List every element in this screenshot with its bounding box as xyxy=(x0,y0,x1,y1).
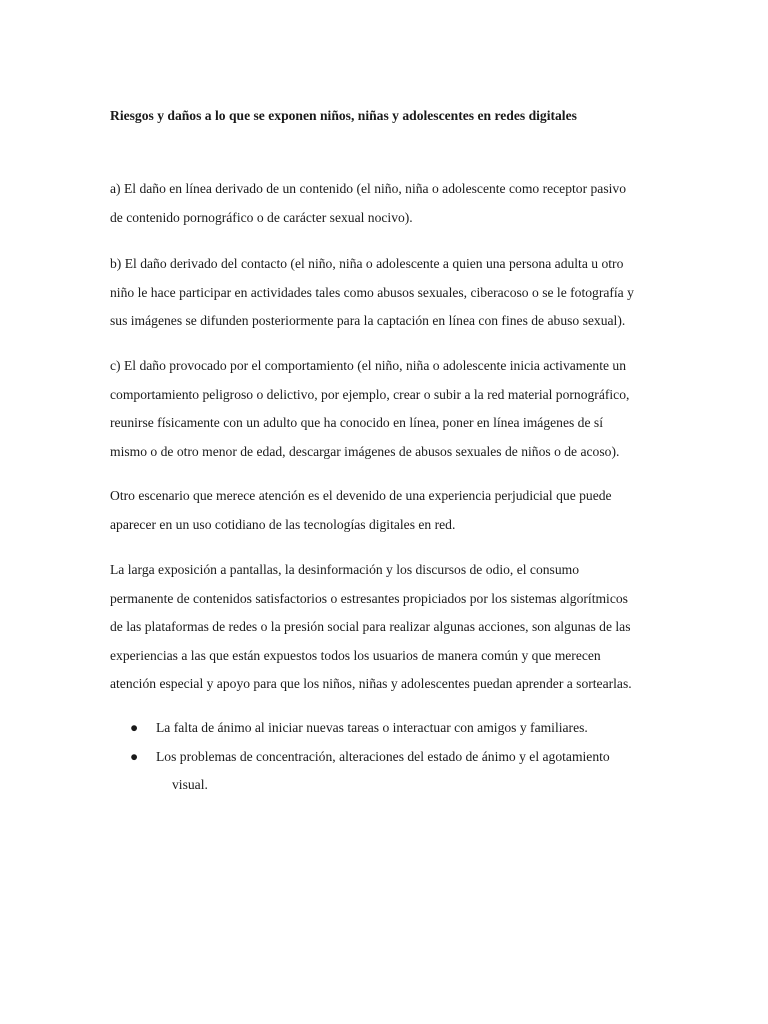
list-item-line: Los problemas de concentración, alteraciones del estado de ánimo y el agotamiento xyxy=(156,748,610,764)
paragraph-line: Otro escenario que merece atención es el devenido de una experiencia perjudicial que puede xyxy=(110,488,612,503)
bullet-icon: ● xyxy=(130,748,139,764)
paragraph-line: aparecer en un uso cotidiano de las tecnologías digitales en red. xyxy=(110,516,456,532)
bullet-icon: ● xyxy=(130,720,139,735)
paragraph-line: permanente de contenidos satisfactorios o estresantes propiciados por los sistemas algorítmicos xyxy=(110,590,628,606)
paragraph-c-behavior-harm xyxy=(110,352,629,466)
paragraph-screen-exposure xyxy=(110,556,632,699)
paragraph-line: atención especial y apoyo para que los niños, niñas y adolescentes puedan aprender a sortearlas. xyxy=(110,676,632,692)
document-title: Riesgos y daños a lo que se exponen niños, niñas y adolescentes en redes digitales xyxy=(110,108,577,123)
paragraph-line: experiencias a las que están expuestos todos los usuarios de manera común y que merecen xyxy=(110,647,601,663)
bullet-list xyxy=(130,714,610,800)
list-item xyxy=(130,743,610,800)
list-item-line: visual. xyxy=(172,777,208,793)
paragraph-line: a) El daño en línea derivado de un contenido (el niño, niña o adolescente como receptor pasivo xyxy=(110,181,626,196)
paragraph-line: mismo o de otro menor de edad, descargar imágenes de abusos sexuales de niños o de acoso). xyxy=(110,443,620,459)
paragraph-line: de las plataformas de redes o la presión social para realizar algunas acciones, son algunas de las xyxy=(110,619,631,635)
paragraph-a-content-harm xyxy=(110,175,626,232)
paragraph-line: reunirse físicamente con un adulto que ha conocido en línea, poner en línea imágenes de sí xyxy=(110,415,603,431)
list-item-line: La falta de ánimo al iniciar nuevas tareas o interactuar con amigos y familiares. xyxy=(156,720,588,735)
paragraph-line: La larga exposición a pantallas, la desinformación y los discursos de odio, el consumo xyxy=(110,562,579,577)
paragraph-b-contact-harm xyxy=(110,250,634,336)
paragraph-line: sus imágenes se difunden posteriormente para la captación en línea con fines de abuso sexual). xyxy=(110,313,626,329)
paragraph-other-scenario xyxy=(110,482,612,539)
paragraph-line: c) El daño provocado por el comportamiento (el niño, niña o adolescente inicia activamente un xyxy=(110,358,626,373)
paragraph-line: comportamiento peligroso o delictivo, por ejemplo, crear o subir a la red material pornográfico, xyxy=(110,386,630,402)
paragraph-line: b) El daño derivado del contacto (el niño, niña o adolescente a quien una persona adulta u otro xyxy=(110,256,624,271)
paragraph-line: de contenido pornográfico o de carácter sexual nocivo). xyxy=(110,209,413,225)
list-item xyxy=(130,714,610,743)
paragraph-line: niño le hace participar en actividades tales como abusos sexuales, ciberacoso o se le fotografía y xyxy=(110,284,634,300)
